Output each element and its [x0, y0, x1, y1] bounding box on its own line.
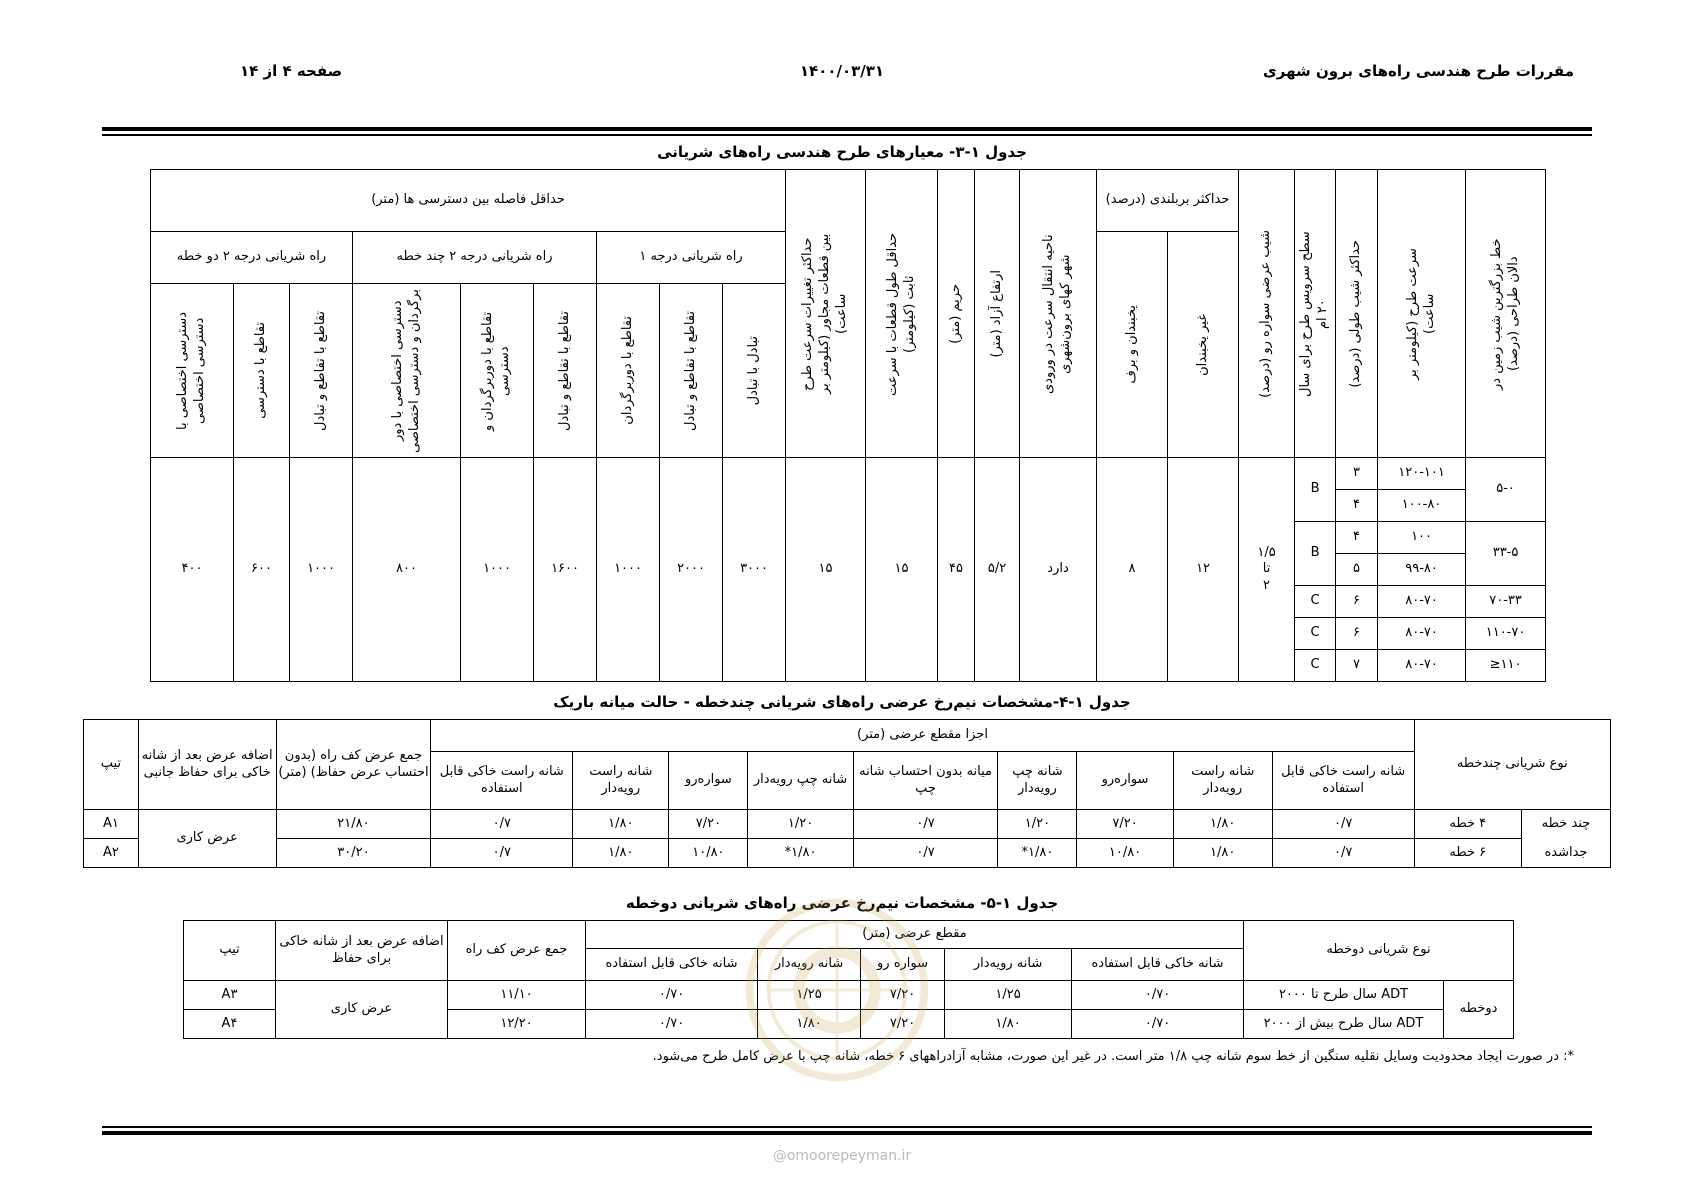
cell-g2b: ۱۰۰۰: [461, 458, 534, 682]
cell-total: ۳۰/۲۰: [276, 839, 431, 868]
h-parts: اجزا مقطع عرضی (متر): [431, 720, 1414, 752]
cell-adt: ADT سال طرح تا ۲۰۰۰: [1244, 981, 1444, 1010]
cell-grade: ۱۱۰-۷۰: [1466, 618, 1546, 650]
cell-p9: ۰/۷: [431, 810, 573, 839]
cell-p2: ۱/۲۵: [945, 981, 1072, 1010]
cell-g2a: ۱۶۰۰: [534, 458, 597, 682]
cell-total: ۱۲/۲۰: [448, 1010, 586, 1039]
cell-cross-slope: ۱/۵ تا ۲: [1239, 458, 1295, 682]
cell-speed: ۱۲۰-۱۰۱: [1378, 458, 1466, 490]
cell-g1c: ۱۰۰۰: [597, 458, 660, 682]
table-row: [84, 839, 1611, 868]
cell-p5: ۰/۷: [853, 839, 998, 868]
table-1-5-caption: جدول ۱-۵- مشخصات نیم‌رخ عرضی راه‌های شریانی دوخطه: [625, 894, 1059, 912]
cell-p2: ۱/۸۰: [1173, 810, 1272, 839]
cell-p4: ۱/۲۰: [998, 810, 1077, 839]
h-section: مقطع عرضی (متر): [586, 921, 1244, 949]
h-access: حداقل فاصله بین دسترسی ها (متر): [151, 170, 786, 232]
cell-p1: ۰/۷: [1272, 839, 1414, 868]
h-grade2-two: راه شریانی درجه ۲ دو خطه: [151, 232, 353, 284]
cell-g3a: ۱۰۰۰: [290, 458, 353, 682]
cell-p6: ۱/۸۰*: [748, 839, 853, 868]
h-nonfrost: غیر یخبندان: [1168, 232, 1239, 458]
h-los: سطح سرویس طرح برای سال ۲۰ ام: [1295, 170, 1336, 458]
h-g3c: دسترسی اختصاصی با دسترسی اختصاصی: [151, 284, 234, 458]
cell-p2: ۱/۸۰: [945, 1010, 1072, 1039]
cell-extra: عرض کاری: [276, 981, 448, 1039]
h-grade1: راه شریانی درجه ۱: [597, 232, 786, 284]
cell-los: C: [1295, 618, 1336, 650]
cell-max-change: ۱۵: [786, 458, 866, 682]
cell-los: B: [1295, 522, 1336, 586]
cell-nonfrost: ۱۲: [1168, 458, 1239, 682]
cell-p9: ۰/۷: [431, 839, 573, 868]
h-p1: شانه راست خاکی قابل استفاده: [1272, 752, 1414, 810]
h-g3a: تقاطع با تقاطع و تبادل: [290, 284, 353, 458]
cell-clearance: ۵/۲: [975, 458, 1020, 682]
cell-p5: ۰/۷۰: [586, 1010, 758, 1039]
cell-p8: ۱/۸۰: [573, 839, 669, 868]
cell-los: C: [1295, 650, 1336, 682]
h-max-change: حداکثر تغییرات سرعت طرح بین قطعات مجاور (کیلومتر بر ساعت): [786, 170, 866, 458]
cell-g1b: ۲۰۰۰: [660, 458, 723, 682]
h-g2b: تقاطع با دوربرگردان و دسترسی: [461, 284, 534, 458]
cell-group: دوخطه: [1444, 981, 1514, 1039]
h-road-type: نوع شریانی چندخطه: [1414, 720, 1610, 810]
cell-group: جداشده: [1521, 839, 1610, 868]
h-g1b: تقاطع با تقاطع و تبادل: [660, 284, 723, 458]
cell-los: B: [1295, 458, 1336, 522]
cell-type: A۱: [84, 810, 139, 839]
cell-grade: ۱۱۰≤: [1466, 650, 1546, 682]
table-1-3-caption: جدول ۱-۳- معیارهای طرح هندسی راه‌های شریانی: [657, 143, 1027, 161]
top-rule-thin: [102, 134, 1592, 136]
h-cross-slope: شیب عرضی سواره رو (درصد): [1239, 170, 1295, 458]
cell-speed: ۹۹-۸۰: [1378, 554, 1466, 586]
cell-row: ۴۵: [938, 458, 975, 682]
h-extra-width: اضافه عرض بعد از شانه خاکی برای حفاظ: [276, 921, 448, 981]
h-total-width: جمع عرض کف راه (بدون احتساب عرض حفاظ) (متر): [276, 720, 431, 810]
table-row: [84, 810, 1611, 839]
bottom-rule-thick: [102, 1131, 1592, 1135]
cell-total: ۲۱/۸۰: [276, 810, 431, 839]
h-p4: شانه رویه‌دار: [758, 949, 861, 981]
h-p3: سواره‌رو: [1077, 752, 1173, 810]
cell-p1: ۰/۷۰: [1072, 981, 1244, 1010]
table-row: [151, 458, 1546, 490]
h-extra-width: اضافه عرض بعد از شانه خاکی برای حفاظ جانبی: [138, 720, 276, 810]
cell-p6: ۱/۲۰: [748, 810, 853, 839]
h-p8: شانه راست رویه‌دار: [573, 752, 669, 810]
cell-p5: ۰/۷: [853, 810, 998, 839]
h-total-width: جمع عرض کف راه: [448, 921, 586, 981]
cell-speed: ۱۰۰-۸۰: [1378, 490, 1466, 522]
cell-total: ۱۱/۱۰: [448, 981, 586, 1010]
cell-p3: ۷/۲۰: [861, 1010, 945, 1039]
h-p3: سواره رو: [861, 949, 945, 981]
cell-p2: ۱/۸۰: [1173, 839, 1272, 868]
h-frost: یخبندان و برف: [1097, 232, 1168, 458]
h-p2: شانه رویه‌دار: [945, 949, 1072, 981]
cell-p1: ۰/۷۰: [1072, 1010, 1244, 1039]
h-p4: شانه چپ رویه‌دار: [998, 752, 1077, 810]
cell-speed: ۱۰۰: [1378, 522, 1466, 554]
cell-extra: عرض کاری: [138, 810, 276, 868]
h-g2a: تقاطع با تقاطع و تبادل: [534, 284, 597, 458]
cell-p5: ۰/۷۰: [586, 981, 758, 1010]
cell-adt: ADT سال طرح بیش از ۲۰۰۰: [1244, 1010, 1444, 1039]
cell-g3b: ۶۰۰: [234, 458, 290, 682]
h-grade: خط بزرگترین شیب زمین در دالان طراحی (درصد): [1466, 170, 1546, 458]
h-speed: سرعت طرح (کیلومتر بر ساعت): [1378, 170, 1466, 458]
h-p2: شانه راست رویه‌دار: [1173, 752, 1272, 810]
h-g3b: تقاطع با دسترسی: [234, 284, 290, 458]
h-row: حریم (متر): [938, 170, 975, 458]
h-type: تیپ: [184, 921, 276, 981]
cell-p7: ۱۰/۸۰: [669, 839, 748, 868]
cell-p1: ۰/۷: [1272, 810, 1414, 839]
cell-type: A۳: [184, 981, 276, 1010]
cell-lanes: ۶ خطه: [1414, 839, 1521, 868]
cell-p4: ۱/۸۰*: [998, 839, 1077, 868]
cell-grade: ۷۰-۳۳: [1466, 586, 1546, 618]
h-transition: ناحیه انتقال سرعت در ورودی شهر کهای برون‌شهری: [1020, 170, 1097, 458]
cell-speed: ۸۰-۷۰: [1378, 618, 1466, 650]
cell-speed: ۸۰-۷۰: [1378, 650, 1466, 682]
cell-slope: ۶: [1336, 586, 1378, 618]
cell-los: C: [1295, 586, 1336, 618]
cell-slope: ۵: [1336, 554, 1378, 586]
cell-g1a: ۳۰۰۰: [723, 458, 786, 682]
h-max-slope: حداکثر شیب طولی (درصد): [1336, 170, 1378, 458]
cell-p8: ۱/۸۰: [573, 810, 669, 839]
page-number: صفحه ۴ از ۱۴: [240, 62, 343, 80]
h-p5: شانه خاکی قابل استفاده: [586, 949, 758, 981]
cell-grade: ۵-۰: [1466, 458, 1546, 522]
h-clearance: ارتفاع آزاد (متر): [975, 170, 1020, 458]
cell-type: A۲: [84, 839, 139, 868]
h-g1a: تبادل با تبادل: [723, 284, 786, 458]
cell-p3: ۷/۲۰: [1077, 810, 1173, 839]
h-superelevation: حداکثر بربلندی (درصد): [1097, 170, 1239, 232]
document-title: مقررات طرح هندسی راه‌های برون شهری: [1263, 62, 1574, 80]
cell-p4: ۱/۲۵: [758, 981, 861, 1010]
cell-lanes: ۴ خطه: [1414, 810, 1521, 839]
table-1-4-caption: جدول ۱-۴-مشخصات نیم‌رخ عرضی راه‌های شریانی چندخطه - حالت میانه باریک: [553, 693, 1131, 711]
h-p5: میانه بدون احتساب شانه چپ: [853, 752, 998, 810]
h-road-type: نوع شریانی دوخطه: [1244, 921, 1514, 981]
cell-group: چند خطه: [1521, 810, 1610, 839]
table-1-3: [150, 169, 1546, 682]
cell-p4: ۱/۸۰: [758, 1010, 861, 1039]
h-p7: سواره‌رو: [669, 752, 748, 810]
h-g1c: تقاطع با دوربرگردان: [597, 284, 660, 458]
h-min-length: حداقل طول قطعات با سرعت ثابت (کیلومتر): [866, 170, 938, 458]
cell-transition: دارد: [1020, 458, 1097, 682]
h-type: تیپ: [84, 720, 139, 810]
cell-frost: ۸: [1097, 458, 1168, 682]
document-date: ۱۴۰۰/۰۳/۳۱: [799, 62, 885, 80]
h-g2c: دسترسی اختصاصی با دور برگردان و دسترسی اختصاصی: [353, 284, 461, 458]
h-p6: شانه چپ رویه‌دار: [748, 752, 853, 810]
bottom-rule-thin: [102, 1126, 1592, 1128]
cell-slope: ۷: [1336, 650, 1378, 682]
table-1-4: [83, 719, 1611, 868]
cell-g2c: ۸۰۰: [353, 458, 461, 682]
cell-slope: ۶: [1336, 618, 1378, 650]
cell-slope: ۳: [1336, 458, 1378, 490]
h-p1: شانه خاکی قابل استفاده: [1072, 949, 1244, 981]
cell-grade: ۳۳-۵: [1466, 522, 1546, 586]
watermark-seal-icon: [742, 895, 932, 1085]
cell-p7: ۷/۲۰: [669, 810, 748, 839]
top-rule-thick: [102, 127, 1592, 131]
cell-slope: ۴: [1336, 490, 1378, 522]
cell-slope: ۴: [1336, 522, 1378, 554]
cell-speed: ۸۰-۷۰: [1378, 586, 1466, 618]
footnote: *: در صورت ایجاد محدودیت وسایل نقلیه سنگین از خط سوم شانه چپ ۱/۸ متر است. در غیر این صورت، مشابه آزادراههای ۶ خطه، شانه چپ با عرض کامل طرح می‌شود.: [652, 1049, 1574, 1064]
watermark-site: @omoorepeyman.ir: [772, 1148, 912, 1164]
h-p9: شانه راست خاکی قابل استفاده: [431, 752, 573, 810]
cell-p3: ۱۰/۸۰: [1077, 839, 1173, 868]
h-grade2-multi: راه شریانی درجه ۲ چند خطه: [353, 232, 597, 284]
cell-g3c: ۴۰۰: [151, 458, 234, 682]
cell-min-length: ۱۵: [866, 458, 938, 682]
cell-type: A۴: [184, 1010, 276, 1039]
cell-p3: ۷/۲۰: [861, 981, 945, 1010]
